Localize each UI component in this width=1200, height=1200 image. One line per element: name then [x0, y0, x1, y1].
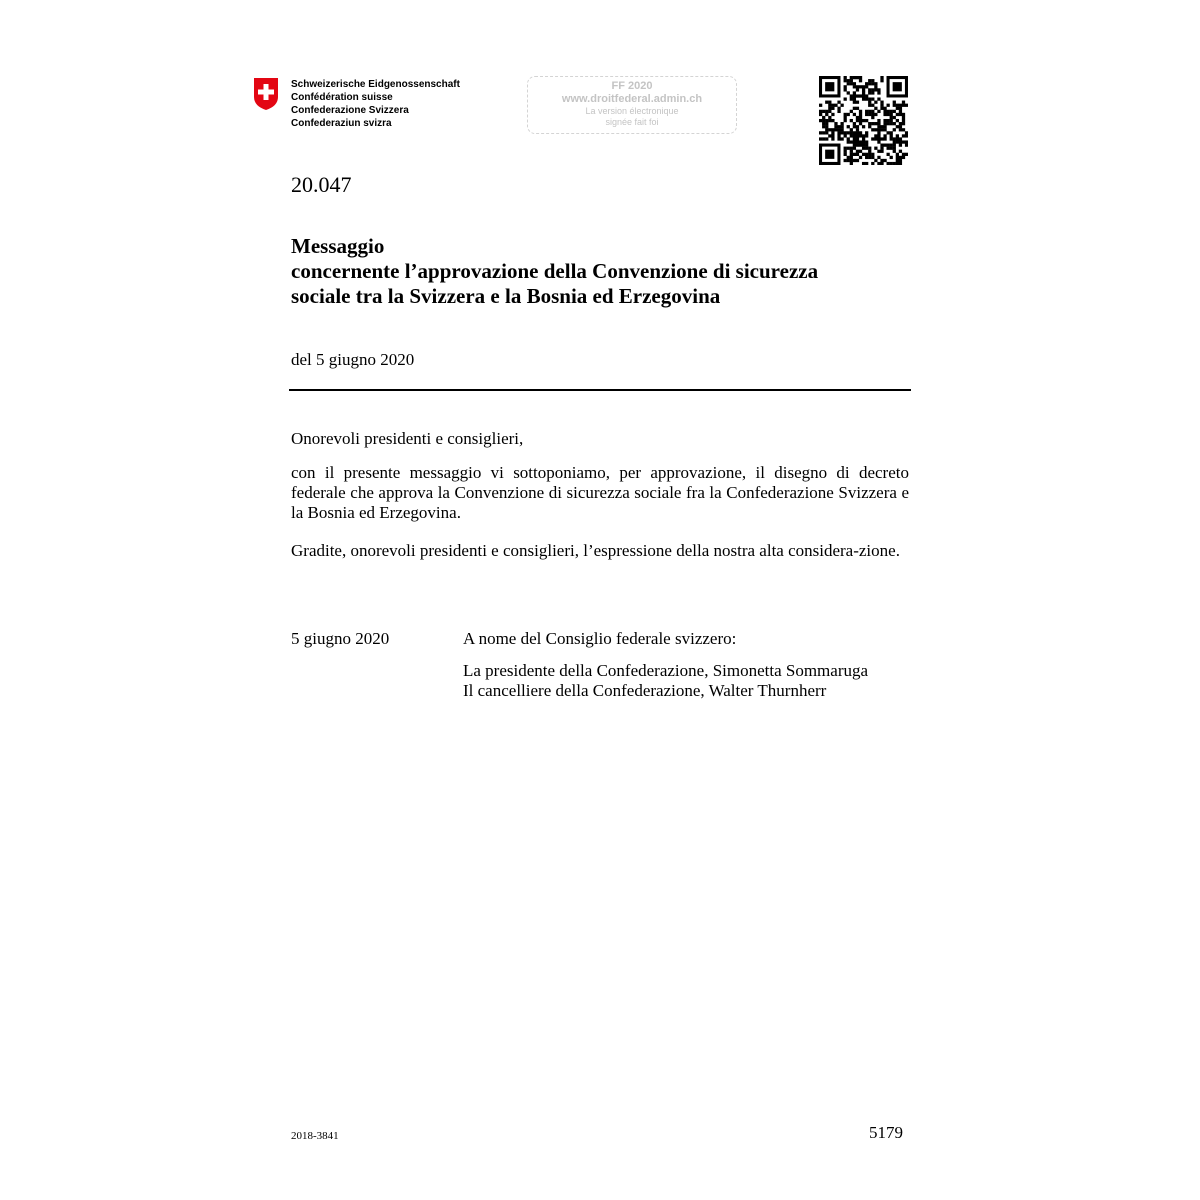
body-paragraph-2: Gradite, onorevoli presidenti e consiglieri, l’espressione della nostra alta considera-zione.: [291, 541, 900, 560]
signatory-chancellor: Il cancelliere della Confederazione, Walter Thurnherr: [463, 681, 827, 700]
confederation-name-it: Confederazione Svizzera: [291, 105, 409, 116]
signature-on-behalf: A nome del Consiglio federale svizzero:: [463, 629, 737, 648]
footer-reference: 2018-3841: [291, 1130, 339, 1142]
stamp-line-signed: signée fait foi: [605, 117, 659, 127]
title-line-2: concernente l’approvazione della Convenzione di sicurezza: [291, 259, 819, 283]
stamp-line-url: www.droitfederal.admin.ch: [561, 93, 703, 105]
swiss-flag-icon: [253, 77, 279, 111]
greeting: Onorevoli presidenti e consiglieri,: [291, 429, 524, 448]
qr-code-icon: [819, 76, 908, 165]
document-date: del 5 giugno 2020: [291, 350, 415, 369]
stamp-line-ff: FF 2020: [611, 80, 653, 92]
title-line-1: Messaggio: [291, 234, 385, 258]
confederation-names: [291, 78, 460, 130]
signature-date: 5 giugno 2020: [291, 629, 390, 648]
signatories: [463, 661, 868, 701]
stamp-line-version: La version électronique: [585, 106, 679, 116]
body-paragraph-1: con il presente messaggio vi sottoponiamo, per approvazione, il disegno di decreto federale che approva la Convenzione di sicurezza sociale fra la Confederazione Svizzera e la Bosnia ed Erzegovina.: [291, 463, 909, 522]
electronic-version-stamp: [527, 76, 737, 134]
title-line-3: sociale tra la Svizzera e la Bosnia ed Erzegovina: [291, 284, 721, 308]
document-number: 20.047: [291, 172, 352, 197]
confederation-name-fr: Confédération suisse: [291, 92, 393, 103]
confederation-name-rm: Confederaziun svizra: [291, 118, 392, 129]
horizontal-divider: [289, 389, 911, 391]
page-number: 5179: [869, 1123, 903, 1142]
confederation-name-de: Schweizerische Eidgenossenschaft: [291, 79, 460, 90]
signatory-president: La presidente della Confederazione, Simonetta Sommaruga: [463, 661, 869, 680]
document-title: [291, 234, 931, 309]
